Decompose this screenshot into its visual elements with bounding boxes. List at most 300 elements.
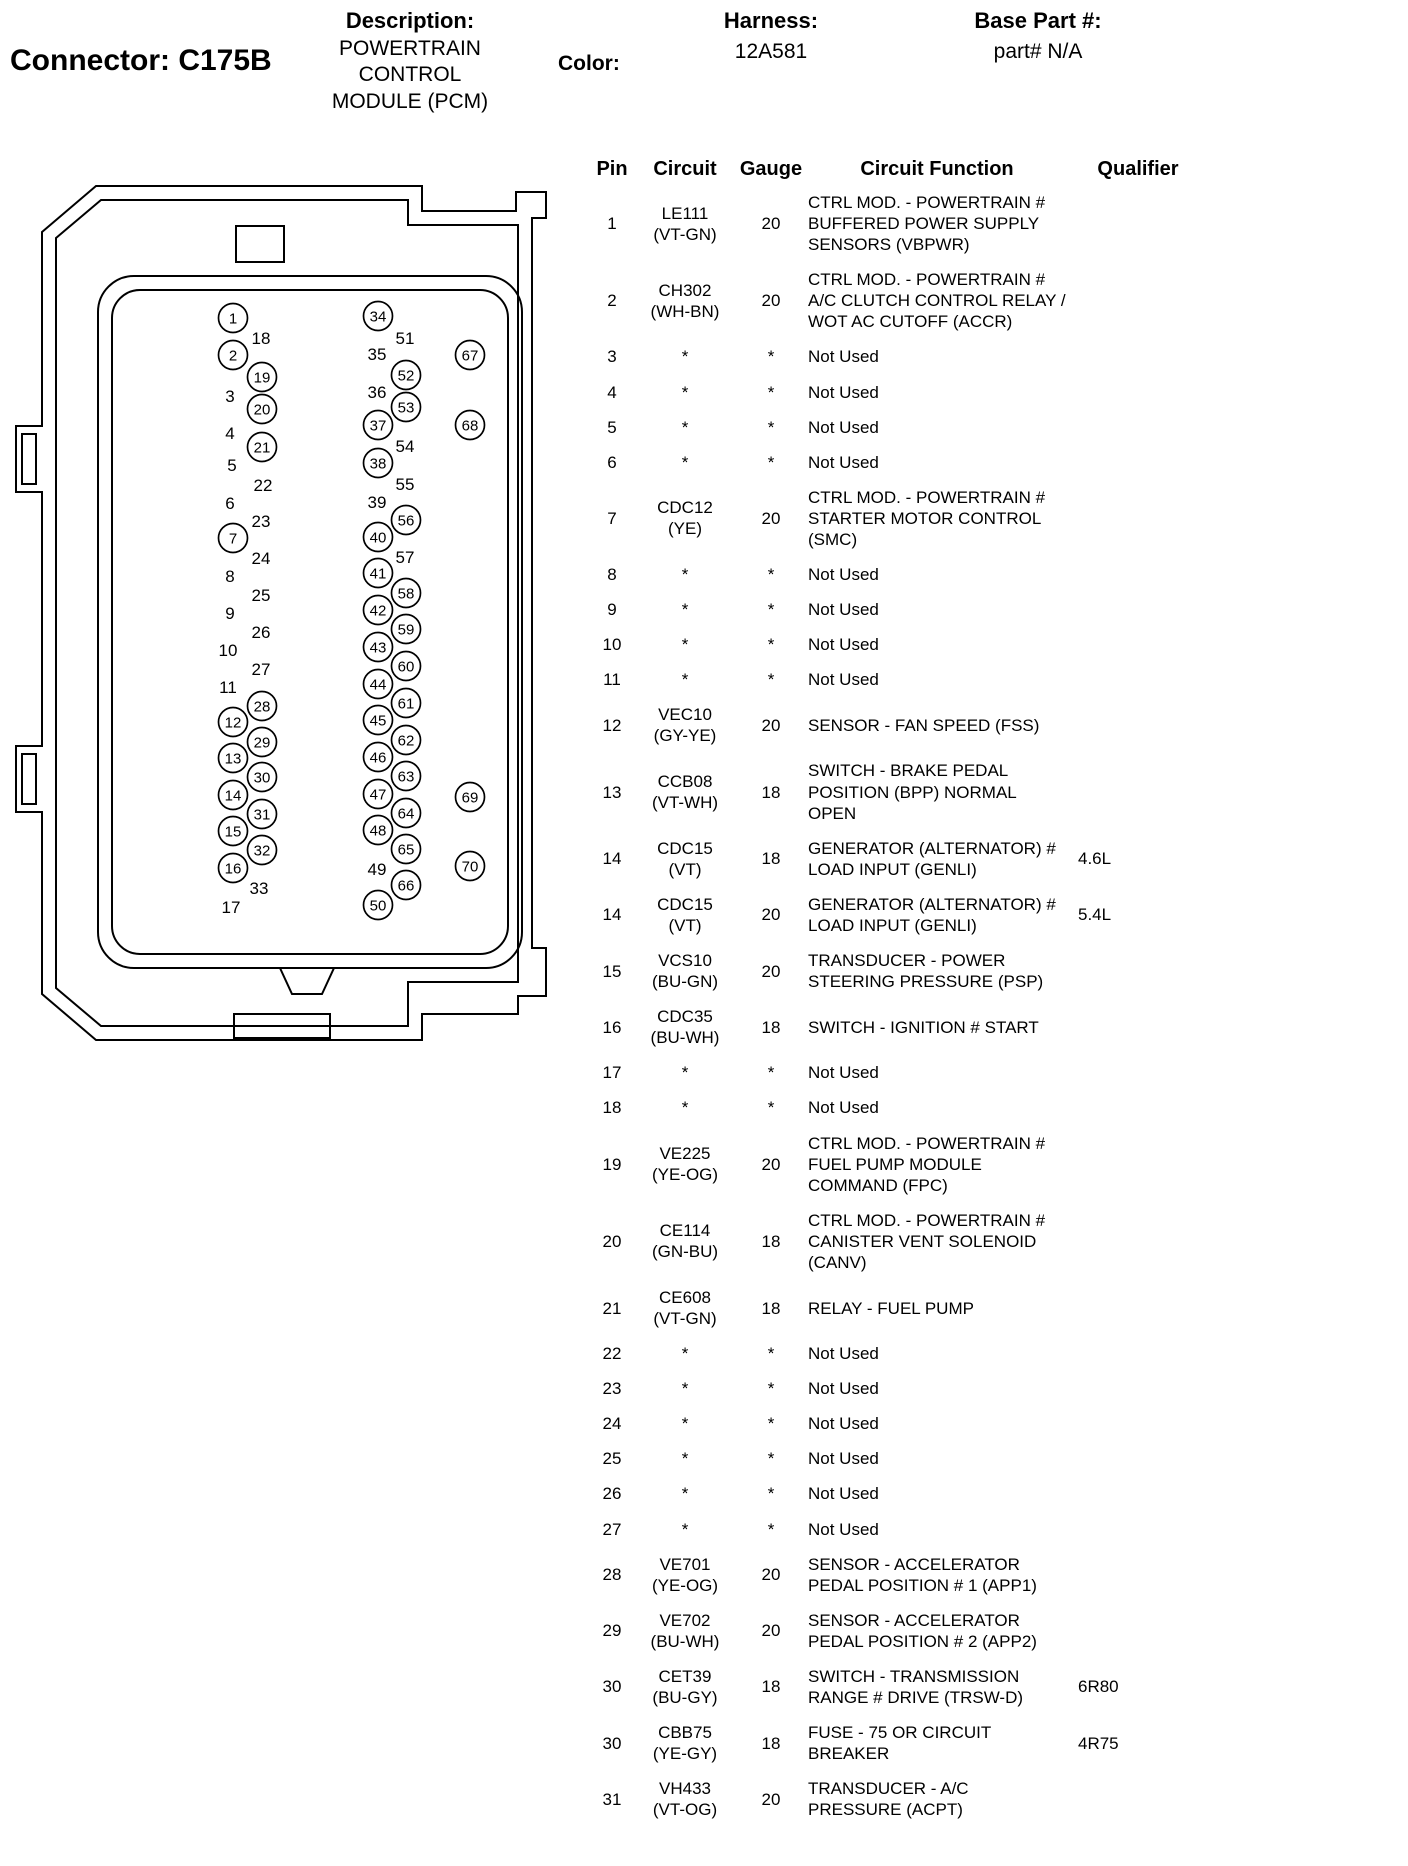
cell-gauge: 18: [761, 1017, 781, 1037]
circuit-code: *: [681, 1414, 689, 1434]
circuit-code: *: [681, 1484, 689, 1504]
circuit-code: *: [681, 635, 689, 655]
pin-cavity-outer: [98, 276, 522, 968]
cell-pin: 2: [607, 291, 617, 311]
cell-pin: 18: [602, 1098, 622, 1118]
circuit-color: (VT-GN): [653, 1309, 717, 1329]
pin-cavity-inner: [112, 290, 508, 954]
cell-circuit: [636, 1519, 734, 1540]
connector-outline-outer: [16, 186, 546, 1040]
base-part-block: [938, 8, 1138, 64]
cell-function: GENERATOR (ALTERNATOR) # LOAD INPUT (GENLI): [808, 894, 1056, 935]
cell-gauge: *: [767, 1344, 775, 1364]
pin-number-52: 52: [397, 367, 415, 385]
pin-number-64: 64: [397, 805, 415, 823]
table-row: [588, 662, 1400, 697]
cell-function: SWITCH - TRANSMISSION RANGE # DRIVE (TRSW-D): [808, 1666, 1024, 1707]
circuit-color: (YE-OG): [651, 1575, 719, 1595]
cell-function: Not Used: [808, 1063, 879, 1083]
pin-number-32: 32: [253, 842, 271, 860]
cell-pin: 3: [607, 347, 617, 367]
circuit-code: LE111: [661, 203, 709, 223]
pin-label-18: 18: [251, 329, 271, 348]
cell-circuit: [636, 346, 734, 367]
cell-pin: 7: [607, 508, 617, 528]
cell-gauge: *: [767, 1449, 775, 1469]
table-row: [588, 1371, 1400, 1406]
cell-pin: 5: [607, 417, 617, 437]
cell-gauge: 20: [761, 508, 781, 528]
circuit-code: VE702: [659, 1610, 711, 1630]
pin-number-68: 68: [461, 417, 479, 435]
pin-number-14: 14: [224, 787, 242, 805]
table-row: [588, 887, 1400, 943]
circuit-code: *: [681, 565, 689, 585]
cell-circuit: [636, 771, 734, 813]
table-row: [588, 1126, 1400, 1203]
cell-circuit: [636, 599, 734, 620]
cell-circuit: [636, 1483, 734, 1504]
cell-function: GENERATOR (ALTERNATOR) # LOAD INPUT (GENLI): [808, 838, 1056, 879]
pin-number-43: 43: [369, 639, 387, 657]
circuit-code: *: [681, 600, 689, 620]
left-tab-upper: [22, 434, 36, 484]
cell-qualifier: 4.6L: [1078, 849, 1112, 869]
circuit-code: CET39: [658, 1666, 712, 1686]
cell-pin: 12: [602, 715, 622, 735]
pin-label-17: 17: [221, 898, 241, 917]
cell-gauge: 18: [761, 1231, 781, 1251]
pin-number-59: 59: [397, 621, 415, 639]
pin-label-27: 27: [251, 660, 271, 679]
col-header-gauge: Gauge: [739, 158, 803, 180]
pin-label-4: 4: [225, 424, 235, 443]
connector-title: Connector: C175B: [10, 44, 272, 77]
pin-label-35: 35: [367, 345, 387, 364]
cell-gauge: *: [767, 635, 775, 655]
cell-gauge: *: [767, 1484, 775, 1504]
cell-circuit: [636, 1062, 734, 1083]
pin-label-24: 24: [251, 549, 271, 568]
pin-number-34: 34: [369, 308, 387, 326]
base-part-label: Base Part #:: [974, 8, 1102, 33]
cell-function: Not Used: [808, 565, 879, 585]
cell-gauge: 20: [761, 1565, 781, 1585]
circuit-color: (BU-GN): [651, 972, 719, 992]
circuit-color: (BU-GY): [652, 1687, 718, 1707]
circuit-color: (VT-GN): [653, 224, 717, 244]
cell-pin: 22: [602, 1344, 622, 1364]
circuit-code: CDC12: [657, 498, 713, 518]
cell-circuit: [636, 1666, 734, 1708]
cell-circuit: [636, 564, 734, 585]
circuit-code: VE701: [659, 1554, 711, 1574]
circuit-color: (GY-YE): [653, 726, 717, 746]
table-row: [588, 375, 1400, 410]
pin-number-61: 61: [397, 695, 415, 713]
pin-number-16: 16: [224, 860, 242, 878]
circuit-code: CDC15: [657, 838, 713, 858]
pin-number-50: 50: [369, 897, 387, 915]
cell-gauge: 20: [761, 961, 781, 981]
left-tab-lower: [22, 754, 36, 804]
pin-number-40: 40: [369, 529, 387, 547]
table-row: [588, 1603, 1400, 1659]
table-row: [588, 480, 1400, 557]
table-row: [588, 339, 1400, 374]
top-latch: [236, 226, 284, 262]
pin-label-25: 25: [251, 586, 271, 605]
cell-pin: 19: [602, 1154, 622, 1174]
cell-function: Not Used: [808, 417, 879, 437]
cell-circuit: [636, 1378, 734, 1399]
pin-label-26: 26: [251, 623, 271, 642]
circuit-color: (VT-WH): [651, 793, 719, 813]
cell-pin: 27: [602, 1519, 622, 1539]
cell-function: Not Used: [808, 347, 879, 367]
pin-label-57: 57: [395, 548, 415, 567]
circuit-color: (YE-OG): [651, 1165, 719, 1185]
pin-label-10: 10: [218, 641, 238, 660]
pin-number-65: 65: [397, 841, 415, 859]
cell-gauge: *: [767, 417, 775, 437]
cell-gauge: *: [767, 1379, 775, 1399]
pin-number-63: 63: [397, 768, 415, 786]
cell-circuit: [636, 497, 734, 539]
cell-function: Not Used: [808, 635, 879, 655]
cell-pin: 4: [607, 382, 617, 402]
cell-pin: 13: [602, 782, 622, 802]
cell-circuit: [636, 1097, 734, 1118]
table-row: [588, 999, 1400, 1055]
cell-gauge: *: [767, 670, 775, 690]
pin-label-51: 51: [395, 329, 415, 348]
circuit-code: CE114: [659, 1221, 711, 1241]
table-row: [588, 627, 1400, 662]
cell-circuit: [636, 1722, 734, 1764]
pin-label-8: 8: [225, 567, 235, 586]
circuit-code: *: [681, 670, 689, 690]
circuit-code: CE608: [659, 1287, 711, 1307]
pin-number-70: 70: [461, 858, 479, 876]
col-header-circuit: Circuit: [653, 158, 717, 180]
pin-number-19: 19: [253, 369, 271, 387]
bottom-latch: [280, 968, 334, 994]
pin-label-55: 55: [395, 475, 415, 494]
connector-diagram: [0, 0, 590, 1080]
pin-table: [588, 158, 1400, 1827]
pin-number-12: 12: [224, 714, 242, 732]
connector-outline-inner: [56, 200, 518, 1026]
pin-label-9: 9: [225, 604, 235, 623]
cell-qualifier: 4R75: [1078, 1733, 1119, 1753]
pin-number-21: 21: [253, 439, 271, 457]
table-row: [588, 1090, 1400, 1125]
cell-gauge: 20: [761, 1621, 781, 1641]
cell-function: SWITCH - IGNITION # START: [808, 1017, 1039, 1037]
color-label: Color:: [558, 52, 620, 75]
pin-number-2: 2: [228, 347, 238, 365]
cell-function: CTRL MOD. - POWERTRAIN # STARTER MOTOR CONTROL (SMC): [808, 487, 1046, 549]
pin-label-3: 3: [225, 387, 235, 406]
circuit-code: VCS10: [658, 951, 712, 971]
cell-pin: 15: [602, 961, 622, 981]
pin-number-28: 28: [253, 698, 271, 716]
circuit-code: CBB75: [658, 1723, 712, 1743]
cell-pin: 10: [602, 635, 622, 655]
pin-number-47: 47: [369, 786, 387, 804]
pin-number-29: 29: [253, 734, 271, 752]
cell-circuit: [636, 704, 734, 746]
pin-label-36: 36: [367, 383, 387, 402]
cell-pin: 31: [602, 1789, 622, 1809]
table-row: [588, 185, 1400, 262]
col-header-qualifier: Qualifier: [1097, 158, 1179, 180]
cell-gauge: 18: [761, 1677, 781, 1697]
circuit-code: *: [681, 1063, 689, 1083]
cell-gauge: 20: [761, 905, 781, 925]
cell-pin: 14: [602, 849, 622, 869]
cell-circuit: [636, 669, 734, 690]
table-row: [588, 697, 1400, 753]
cell-pin: 29: [602, 1621, 622, 1641]
description-label: Description:: [345, 8, 475, 33]
cell-function: TRANSDUCER - A/C PRESSURE (ACPT): [808, 1779, 969, 1820]
table-row: [588, 557, 1400, 592]
circuit-code: *: [681, 1379, 689, 1399]
harness-value: 12A581: [734, 40, 808, 63]
table-header: [588, 158, 1400, 185]
circuit-color: (VT): [668, 915, 702, 935]
circuit-code: CDC15: [657, 894, 713, 914]
table-row: [588, 943, 1400, 999]
harness-label: Harness:: [723, 8, 819, 33]
pin-number-46: 46: [369, 749, 387, 767]
cell-circuit: [636, 894, 734, 936]
circuit-code: VH433: [659, 1779, 711, 1799]
cell-circuit: [636, 1778, 734, 1820]
cell-gauge: 20: [761, 291, 781, 311]
table-row: [588, 1055, 1400, 1090]
circuit-code: *: [681, 1449, 689, 1469]
cell-gauge: 20: [761, 214, 781, 234]
cell-circuit: [636, 417, 734, 438]
pin-number-56: 56: [397, 512, 415, 530]
pin-number-37: 37: [369, 417, 387, 435]
cell-circuit: [636, 1448, 734, 1469]
pin-label-33: 33: [249, 879, 269, 898]
cell-function: Not Used: [808, 1379, 879, 1399]
circuit-color: (VT-OG): [652, 1800, 718, 1820]
cell-function: CTRL MOD. - POWERTRAIN # BUFFERED POWER SUPPLY SENSORS (VBPWR): [808, 193, 1046, 255]
circuit-code: *: [681, 1344, 689, 1364]
cell-function: RELAY - FUEL PUMP: [808, 1298, 974, 1318]
cell-circuit: [636, 1554, 734, 1596]
cell-gauge: *: [767, 1098, 775, 1118]
cell-function: Not Used: [808, 382, 879, 402]
table-row: [588, 1406, 1400, 1441]
pin-label-54: 54: [395, 437, 415, 456]
cell-gauge: 18: [761, 1298, 781, 1318]
pin-number-45: 45: [369, 712, 387, 730]
pin-number-1: 1: [228, 310, 238, 328]
pin-number-38: 38: [369, 455, 387, 473]
pin-number-66: 66: [397, 877, 415, 895]
pin-number-44: 44: [369, 676, 387, 694]
cell-pin: 17: [602, 1063, 622, 1083]
pin-number-42: 42: [369, 602, 387, 620]
cell-gauge: *: [767, 565, 775, 585]
circuit-code: *: [681, 1098, 689, 1118]
pin-label-11: 11: [219, 678, 237, 697]
cell-pin: 6: [607, 452, 617, 472]
cell-circuit: [636, 1143, 734, 1185]
cell-gauge: 18: [761, 849, 781, 869]
pin-number-31: 31: [253, 806, 271, 824]
table-row: [588, 1715, 1400, 1771]
cell-circuit: [636, 634, 734, 655]
circuit-color: (BU-WH): [650, 1631, 720, 1651]
cell-pin: 25: [602, 1449, 622, 1469]
cell-function: Not Used: [808, 1098, 879, 1118]
table-row: [588, 753, 1400, 830]
cell-pin: 9: [607, 600, 617, 620]
pin-label-39: 39: [367, 493, 387, 512]
table-row: [588, 831, 1400, 887]
pin-label-23: 23: [251, 512, 271, 531]
cell-function: CTRL MOD. - POWERTRAIN # FUEL PUMP MODULE COMMAND (FPC): [808, 1133, 1046, 1195]
cell-gauge: 20: [761, 1154, 781, 1174]
cell-gauge: *: [767, 452, 775, 472]
circuit-code: CH302: [658, 280, 712, 300]
cell-gauge: *: [767, 347, 775, 367]
cell-pin: 26: [602, 1484, 622, 1504]
pin-number-15: 15: [224, 823, 242, 841]
cell-circuit: [636, 1287, 734, 1329]
table-row: [588, 262, 1400, 339]
circuit-code: CCB08: [657, 772, 713, 792]
description-value: POWERTRAIN CONTROL MODULE (PCM): [331, 37, 489, 113]
table-row: [588, 1203, 1400, 1280]
cell-circuit: [636, 1220, 734, 1262]
table-row: [588, 445, 1400, 480]
cell-pin: 16: [602, 1017, 622, 1037]
cell-function: SENSOR - FAN SPEED (FSS): [808, 715, 1040, 735]
cell-gauge: *: [767, 1063, 775, 1083]
cell-pin: 20: [602, 1231, 622, 1251]
cell-pin: 21: [602, 1298, 622, 1318]
cell-function: Not Used: [808, 1484, 879, 1504]
pin-label-5: 5: [227, 456, 237, 475]
circuit-color: (VT): [668, 859, 702, 879]
cell-pin: 30: [602, 1677, 622, 1697]
cell-pin: 11: [603, 670, 621, 690]
harness-block: [686, 8, 856, 64]
pin-number-7: 7: [228, 530, 238, 548]
table-row: [588, 1547, 1400, 1603]
table-row: [588, 1659, 1400, 1715]
pin-label-49: 49: [367, 860, 387, 879]
cell-function: Not Used: [808, 452, 879, 472]
cell-function: FUSE - 75 OR CIRCUIT BREAKER: [808, 1723, 991, 1764]
table-row: [588, 410, 1400, 445]
cell-function: Not Used: [808, 670, 879, 690]
cell-gauge: 20: [761, 715, 781, 735]
cell-circuit: [636, 1413, 734, 1434]
circuit-color: (YE-GY): [652, 1744, 718, 1764]
cell-gauge: *: [767, 1414, 775, 1434]
table-row: [588, 1336, 1400, 1371]
cell-gauge: *: [767, 600, 775, 620]
circuit-code: *: [681, 382, 689, 402]
cell-circuit: [636, 1610, 734, 1652]
pin-number-69: 69: [461, 789, 479, 807]
cell-gauge: *: [767, 382, 775, 402]
cell-gauge: 20: [761, 1789, 781, 1809]
cell-function: Not Used: [808, 1449, 879, 1469]
cell-circuit: [636, 838, 734, 880]
base-part-value: part# N/A: [993, 40, 1083, 63]
table-row: [588, 1441, 1400, 1476]
cell-pin: 30: [602, 1733, 622, 1753]
cell-pin: 28: [602, 1565, 622, 1585]
pin-label-6: 6: [225, 494, 235, 513]
table-row: [588, 1771, 1400, 1827]
cell-function: Not Used: [808, 1414, 879, 1434]
cell-circuit: [636, 452, 734, 473]
pin-number-30: 30: [253, 769, 271, 787]
cell-circuit: [636, 950, 734, 992]
table-row: [588, 1512, 1400, 1547]
cell-circuit: [636, 1343, 734, 1364]
col-header-function: Circuit Function: [860, 158, 1014, 180]
cell-function: CTRL MOD. - POWERTRAIN # A/C CLUTCH CONTROL RELAY / WOT AC CUTOFF (ACCR): [808, 270, 1066, 332]
table-row: [588, 592, 1400, 627]
cell-pin: 1: [607, 214, 617, 234]
circuit-color: (WH-BN): [650, 301, 720, 321]
pin-number-60: 60: [397, 658, 415, 676]
circuit-code: VEC10: [658, 705, 712, 725]
cell-circuit: [636, 382, 734, 403]
pin-number-13: 13: [224, 750, 242, 768]
pin-number-41: 41: [369, 565, 387, 583]
circuit-code: *: [681, 347, 689, 367]
pin-number-53: 53: [397, 399, 415, 417]
pins-layer: [219, 302, 485, 920]
cell-function: SENSOR - ACCELERATOR PEDAL POSITION # 1 (APP1): [808, 1554, 1037, 1595]
cell-pin: 23: [602, 1379, 622, 1399]
pin-number-67: 67: [461, 347, 479, 365]
cell-qualifier: 6R80: [1078, 1677, 1119, 1697]
pin-number-58: 58: [397, 585, 415, 603]
circuit-code: VE225: [659, 1144, 711, 1164]
pin-number-62: 62: [397, 732, 415, 750]
pin-number-48: 48: [369, 822, 387, 840]
cell-gauge: 18: [761, 782, 781, 802]
cell-function: SWITCH - BRAKE PEDAL POSITION (BPP) NORMAL OPEN: [808, 761, 1017, 823]
cell-function: SENSOR - ACCELERATOR PEDAL POSITION # 2 (APP2): [808, 1610, 1037, 1651]
circuit-color: (GN-BU): [651, 1242, 719, 1262]
pin-label-22: 22: [253, 476, 273, 495]
cell-function: CTRL MOD. - POWERTRAIN # CANISTER VENT SOLENOID (CANV): [808, 1210, 1046, 1272]
cell-gauge: 18: [761, 1733, 781, 1753]
cell-gauge: *: [767, 1519, 775, 1539]
col-header-pin: Pin: [596, 158, 628, 180]
circuit-color: (YE): [668, 519, 702, 539]
circuit-color: (BU-WH): [650, 1028, 720, 1048]
cell-circuit: [636, 203, 734, 245]
cell-circuit: [636, 280, 734, 322]
